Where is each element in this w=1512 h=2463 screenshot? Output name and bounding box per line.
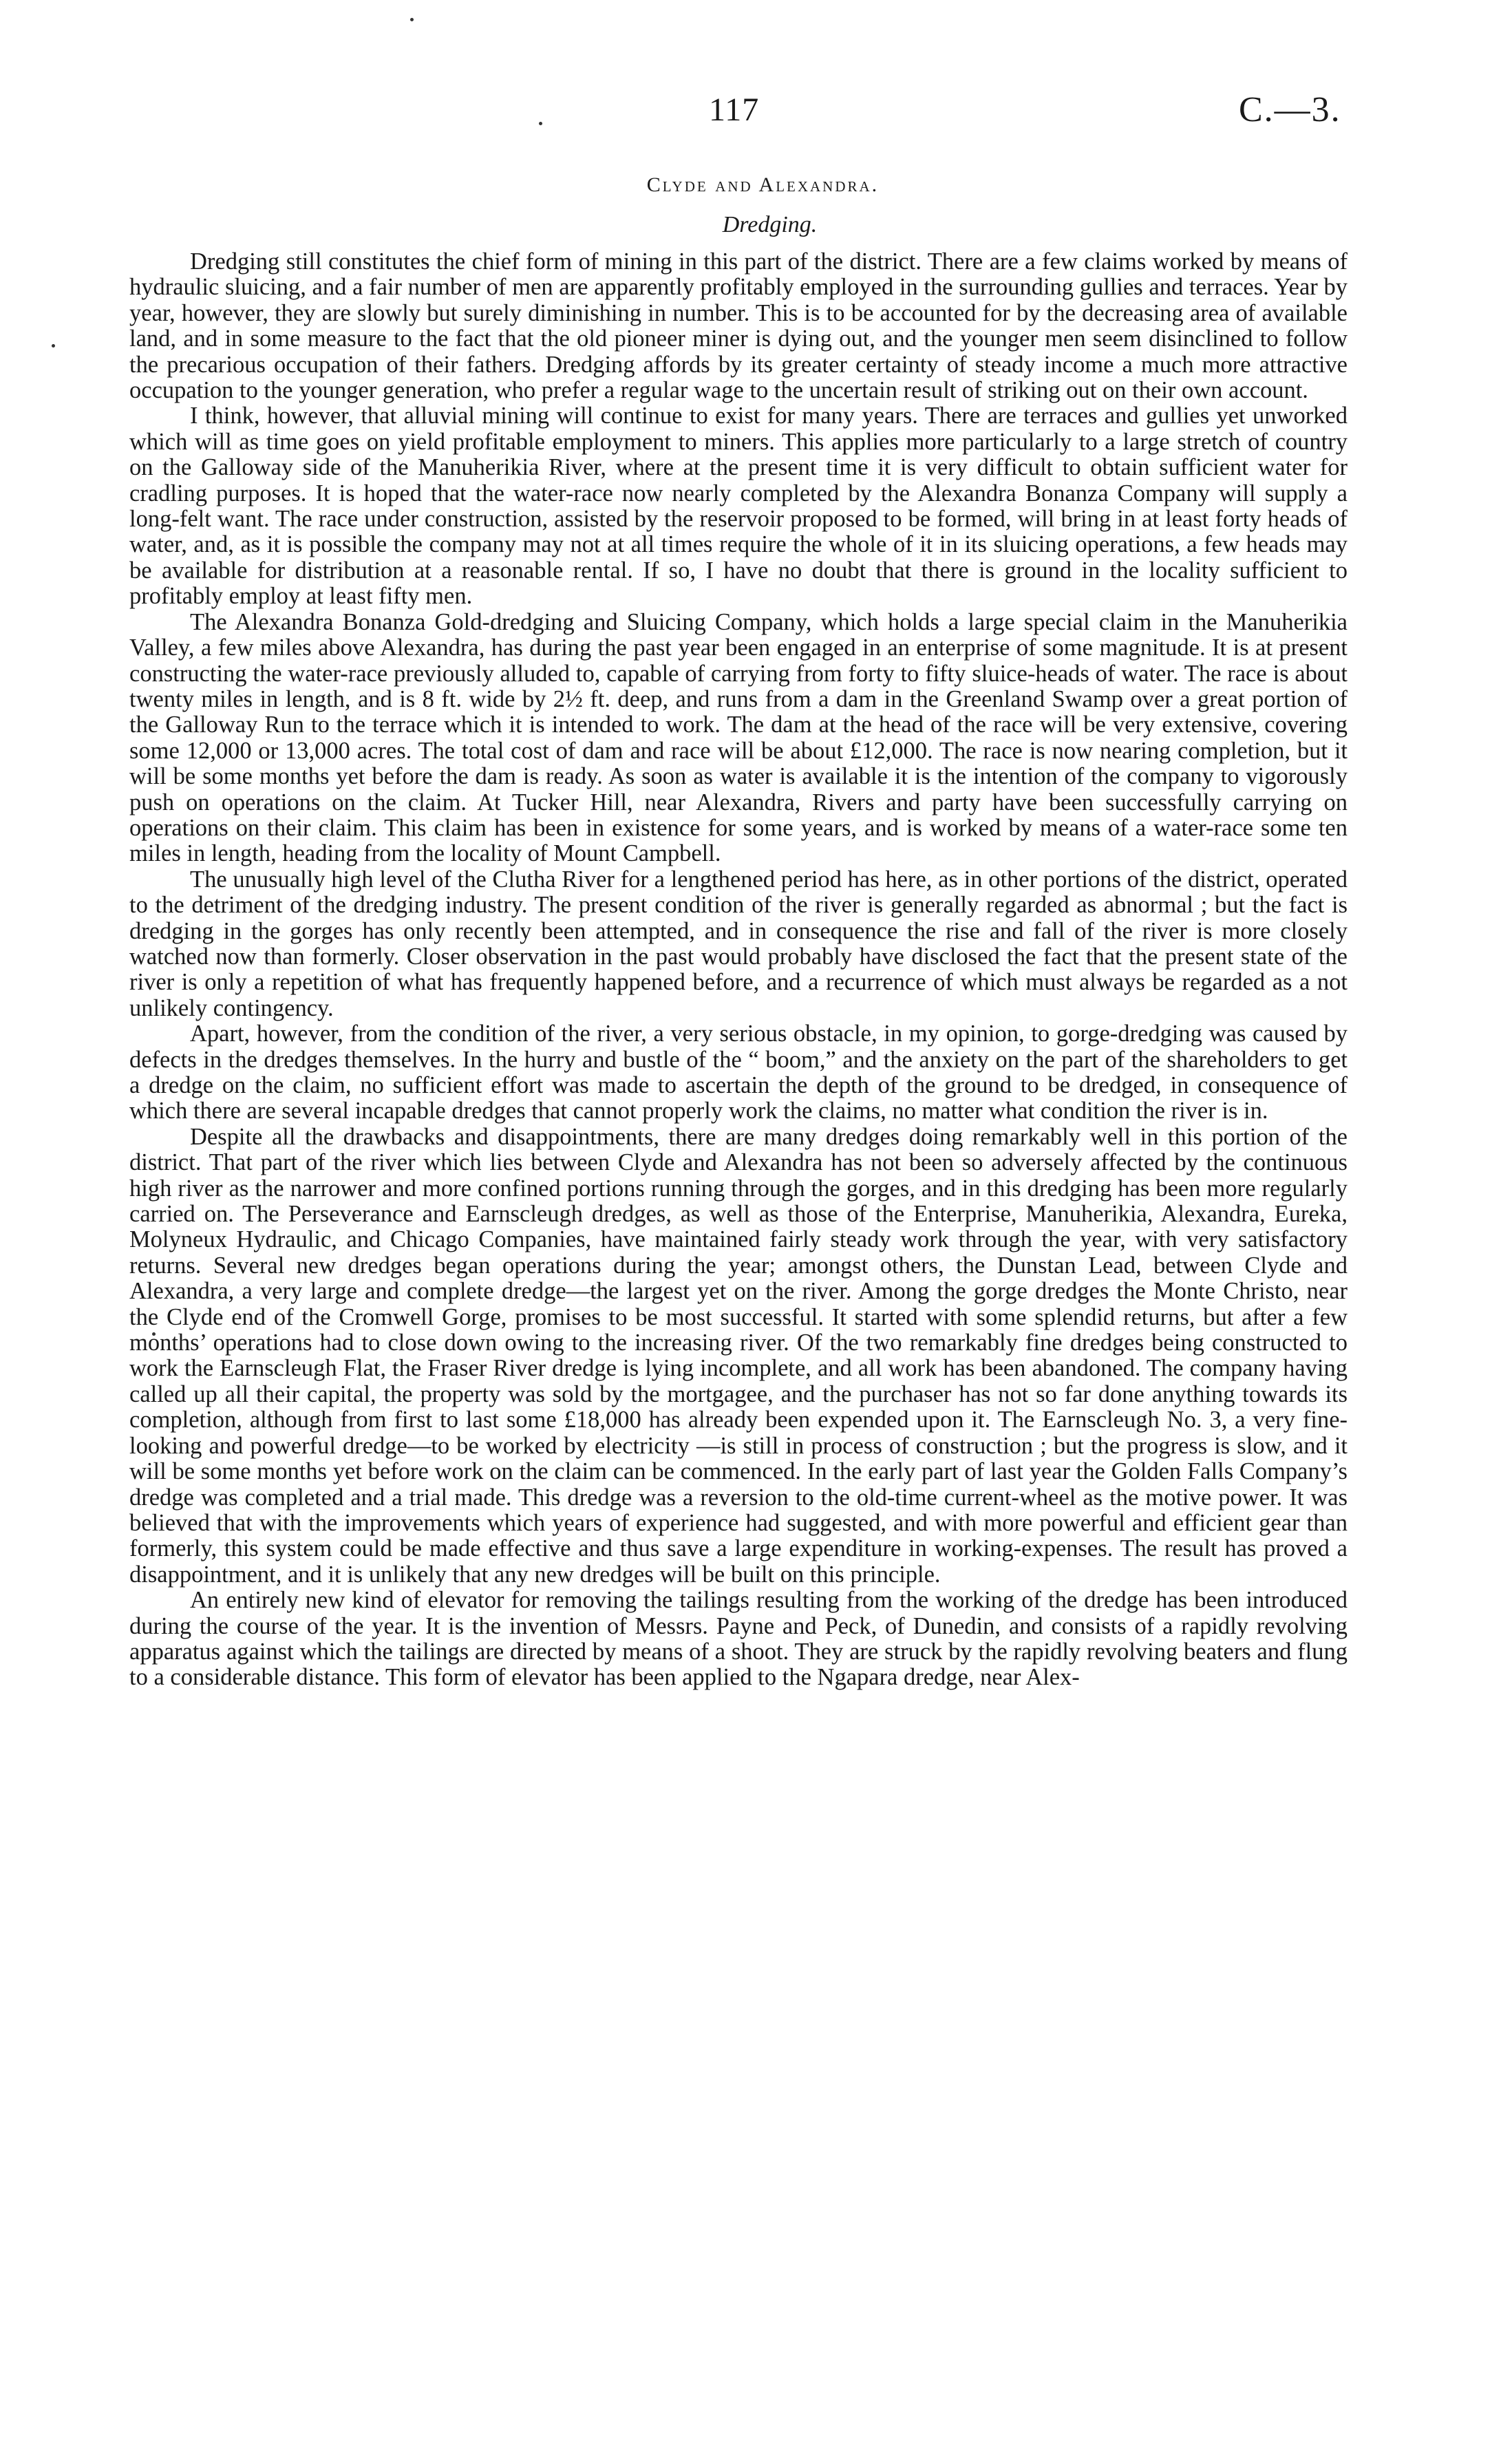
section-title: Clyde and Alexandra. bbox=[646, 173, 880, 196]
paragraph: The Alexandra Bonanza Gold-dredging and Sluicing Company, which holds a large special claim in the Manuherikia Valley, a few miles above Alexandra, has during the past year been engaged in an enterprise of some magnitude. It is at present constructing the water-race previously alluded to, capable of carrying from forty to fifty sluice-heads of water. The race is about twenty miles in length, and is 8 ft. wide by 2½ ft. deep, and runs from a dam in the Greenland Swamp over a great portion of the Galloway Run to the terrace which it is intended to work. The dam at the head of the race will be very extensive, covering some 12,000 or 13,000 acres. The total cost of dam and race will be about £12,000. The race is now nearing completion, but it will be some months yet before the dam is ready. As soon as water is available it is the intention of the company to vigorously push on operations on the claim. At Tucker Hill, near Alexandra, Rivers and party have been successfully carrying on operations on their claim. This claim has been in existence for some years, and is worked by means of a water-race some ten miles in length, heading from the locality of Mount Campbell. bbox=[129, 608, 1348, 867]
paragraph: An entirely new kind of elevator for removing the tailings resulting from the working of the dredge has been introduced during the course of the year. It is the invention of Messrs. Payne and Peck, of Dunedin, and consists of a rapidly revolving apparatus against which the tailings are directed by means of a shoot. They are struck by the rapidly revolving beaters and flung to a considerable distance. This form of elevator has been applied to the Ngapara dredge, near Alex- bbox=[129, 1587, 1348, 1691]
page-number: 117 bbox=[709, 92, 760, 128]
paragraph: Dredging still constitutes the chief form of mining in this part of the district. There are a few claims worked by means of hydraulic sluicing, and a fair number of men are apparently profitably employed in the surrounding gullies and terraces. Year by year, however, they are slowly but surely diminishing in number. This is to be accounted for by the decreasing area of available land, and in some measure to the fact that the old pioneer miner is dying out, and the younger men seem disinclined to follow the precarious occupation of their fathers. Dredging affords by its greater certainty of steady income a much more attractive occupation to the younger generation, who prefer a regular wage to the uncertain result of striking out on their own account. bbox=[129, 248, 1348, 404]
paragraph: Despite all the drawbacks and disappointments, there are many dredges doing remarkably well in this portion of the district. That part of the river which lies between Clyde and Alexandra has not been so adversely affected by the continuous high river as the narrower and more confined portions running through the gorges, and in this dredging has been more regularly carried on. The Perseverance and Earnscleugh dredges, as well as those of the Enterprise, Manuherikia, Alexandra, Eureka, Molyneux Hydraulic, and Chicago Companies, have maintained fairly steady work through the year, with very satisfactory returns. Several new dredges began operations during the year; amongst others, the Dunstan Lead, between Clyde and Alexandra, a very large and complete dredge—the largest yet on the river. Among the gorge dredges the Monte Christo, near the Clyde end of the Cromwell Gorge, promises to be most successful. It started with some splendid returns, but after a few months’ operations had to close down owing to the increasing river. Of the two remarkably fine dredges being constructed to work the Earnscleugh Flat, the Fraser River dredge is lying incomplete, and all work has been abandoned. The company having called up all their capital, the property was sold by the mortgagee, and the purchaser has not so far done anything towards its completion, although from first to last some £18,000 has already been expended upon it. The Earnscleugh No. 3, a very fine-looking and powerful dredge—to be worked by electricity —is still in process of construction ; but the progress is slow, and it will be some months yet before work on the claim can be commenced. In the early part of last year the Golden Falls Company’s dredge was completed and a trial made. This dredge was a reversion to the old-time current-wheel as the motive power. It was believed that with the improvements which years of experience had suggested, and with more powerful and efficient gear than formerly, this system could be made effective and thus save a large expenditure in working-expenses. The result has proved a disappointment, and it is unlikely that any new dredges will be built on this principle. bbox=[129, 1123, 1348, 1588]
scan-speck bbox=[539, 122, 542, 125]
paragraph: Apart, however, from the condition of the river, a very serious obstacle, in my opinion, to gorge-dredging was caused by defects in the dredges themselves. In the hurry and bustle of the “ boom,” and the anxiety on the part of the shareholders to get a dredge on the claim, no sufficient effort was made to ascertain the depth of the ground to be dredged, in consequence of which there are several incapable dredges that cannot properly work the claims, no matter what condition the river is in. bbox=[129, 1021, 1348, 1124]
body-text bbox=[129, 249, 1348, 1691]
scan-speck bbox=[52, 344, 55, 348]
paragraph: I think, however, that alluvial mining will continue to exist for many years. There are terraces and gullies yet unworked which will as time goes on yield profitable employment to miners. This applies more particularly to a large stretch of country on the Galloway side of the Manuherikia River, where at the present time it is very difficult to obtain sufficient water for cradling purposes. It is hoped that the water-race now nearly completed by the Alexandra Bonanza Company will supply a long-felt want. The race under construction, assisted by the reservoir proposed to be formed, will bring in at least forty heads of water, and, as it is possible the company may not at all times require the whole of it in its sluicing operations, a few heads may be available for distribution at a reasonable rental. If so, I have no doubt that there is ground in the locality sufficient to profitably employ at least fifty men. bbox=[129, 403, 1348, 610]
scan-speck bbox=[410, 18, 414, 21]
document-reference: C.—3. bbox=[1239, 90, 1341, 129]
paragraph: The unusually high level of the Clutha River for a lengthened period has here, as in other portions of the district, operated to the detriment of the dredging industry. The present condition of the river is generally regarded as abnormal ; but the fact is dredging in the gorges has only recently been attempted, and in consequence the rise and fall of the river is more closely watched now than formerly. Closer observation in the past would probably have disclosed the fact that the present state of the river is only a repetition of what has frequently happened before, and a recurrence of which must always be regarded as a not unlikely contingency. bbox=[129, 866, 1348, 1021]
subsection-title: Dredging. bbox=[722, 212, 818, 237]
